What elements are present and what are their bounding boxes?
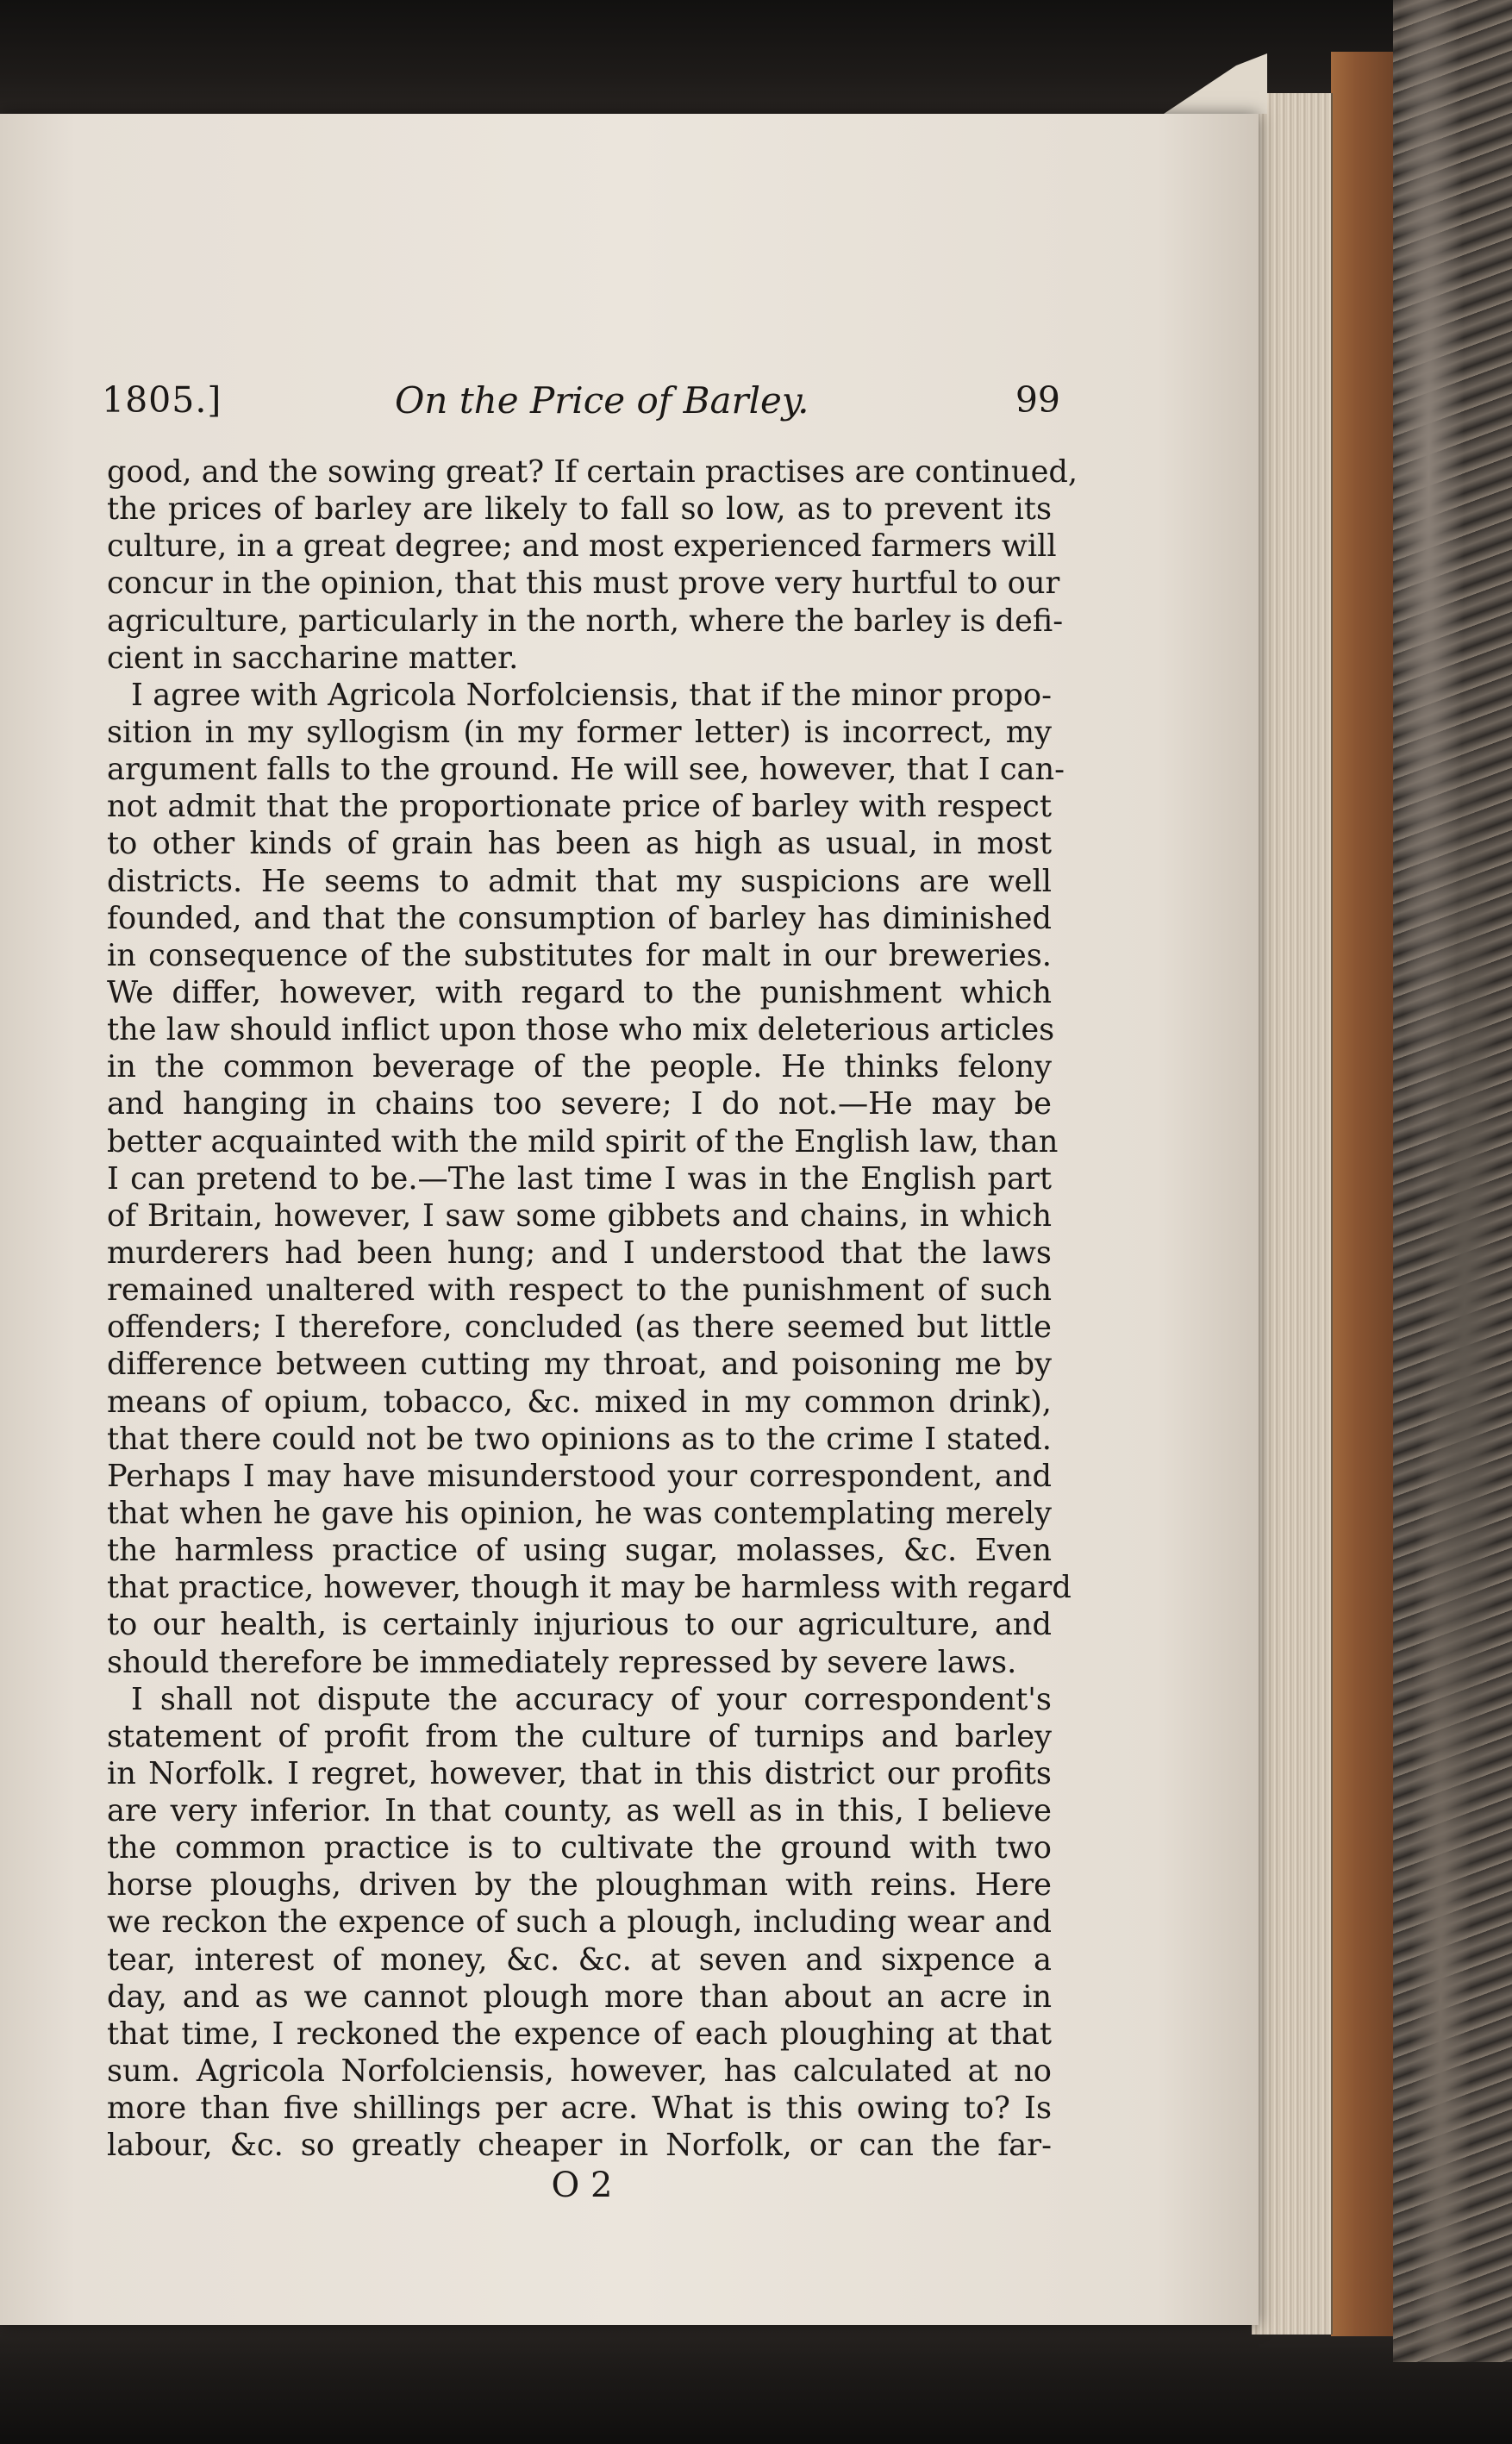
text-line: the prices of barley are likely to fall so low, as to prevent its [107,491,1052,528]
text-line: founded, and that the consumption of barley has diminished [107,900,1052,936]
text-line: culture, in a great degree; and most experienced farmers will [107,528,1057,565]
text-line: agriculture, particularly in the north, where the barley is defi- [107,603,1064,639]
text-line: difference between cutting my throat, and poisoning me by [107,1347,1052,1383]
signature-mark: O 2 [551,2166,613,2205]
text-line: I shall not dispute the accuracy of your correspondent's [131,1681,1052,1717]
text-line: should therefore be immediately repressed by severe laws. [107,1644,1017,1680]
text-line: sum. Agricola Norfolciensis, however, has calculated at no [107,2053,1052,2090]
text-line: the harmless practice of using sugar, molasses, &c. Even [107,1533,1052,1569]
text-line: I agree with Agricola Norfolciensis, that if the minor propo- [131,677,1052,713]
text-line: means of opium, tobacco, &c. mixed in my common drink), [107,1384,1052,1420]
text-line: We differ, however, with regard to the punishment which [107,974,1052,1010]
text-line: remained unaltered with respect to the punishment of such [107,1272,1052,1309]
text-line: are very inferior. In that county, as well as in this, I believe [107,1793,1052,1829]
page-edges [1252,93,1333,2335]
text-line: the common practice is to cultivate the ground with two [107,1830,1052,1866]
text-line: in consequence of the substitutes for malt in our breweries. [107,937,1052,973]
text-line: of Britain, however, I saw some gibbets and chains, in which [107,1197,1052,1234]
text-line: to our health, is certainly injurious to our agriculture, and [107,1607,1052,1643]
text-line: more than five shillings per acre. What is this owing to? Is [107,2091,1052,2127]
text-line: tear, interest of money, &c. &c. at seven and sixpence a [107,1941,1052,1978]
text-line: sition in my syllogism (in my former letter) is incorrect, my [107,714,1052,750]
text-line: that practice, however, though it may be harmless with regard [107,1570,1072,1606]
text-line: argument falls to the ground. He will see, however, that I can- [107,752,1065,788]
text-line: labour, &c. so greatly cheaper in Norfolk, or can the far- [107,2128,1052,2164]
marbled-edge [1393,0,1512,2362]
running-header [102,379,1060,431]
leather-binding [1331,52,1393,2336]
text-line: in Norfolk. I regret, however, that in this district our profits [107,1755,1052,1791]
text-line: offenders; I therefore, concluded (as there seemed but little [107,1310,1052,1346]
text-line: murderers had been hung; and I understood that the laws [107,1235,1052,1271]
text-line: good, and the sowing great? If certain practises are continued, [107,454,1078,490]
text-line: in the common beverage of the people. He thinks felony [107,1049,1052,1085]
text-line: the law should inflict upon those who mix deleterious articles [107,1012,1055,1048]
book-page [0,114,1259,2325]
backdrop-bottom [0,2323,1512,2444]
text-line: I can pretend to be.—The last time I was in the English part [107,1160,1052,1197]
text-line: Perhaps I may have misunderstood your correspondent, and [107,1458,1052,1494]
page-number: 99 [1015,379,1060,421]
text-line: we reckon the expence of such a plough, including wear and [107,1904,1052,1941]
text-line: day, and as we cannot plough more than about an acre in [107,1978,1052,2015]
text-line: statement of profit from the culture of turnips and barley [107,1718,1052,1754]
text-line: concur in the opinion, that this must prove very hurtful to our [107,566,1060,602]
text-line: not admit that the proportionate price of barley with respect [107,789,1052,825]
text-line: that time, I reckoned the expence of each ploughing at that [107,2016,1052,2052]
body-text [107,453,1078,2164]
text-line: to other kinds of grain has been as high as usual, in most [107,826,1052,862]
text-line: cient in saccharine matter. [107,640,519,676]
text-line: that when he gave his opinion, he was contemplating merely [107,1495,1052,1531]
text-line: districts. He seems to admit that my suspicions are well [107,863,1052,899]
text-line: that there could not be two opinions as to the crime I stated. [107,1421,1052,1457]
header-date: 1805.] [102,379,222,421]
text-line: better acquainted with the mild spirit of the English law, than [107,1123,1059,1159]
text-line: horse ploughs, driven by the ploughman with reins. Here [107,1867,1052,1903]
running-title: On the Price of Barley. [395,379,809,422]
text-line: and hanging in chains too severe; I do not.—He may be [107,1086,1052,1122]
